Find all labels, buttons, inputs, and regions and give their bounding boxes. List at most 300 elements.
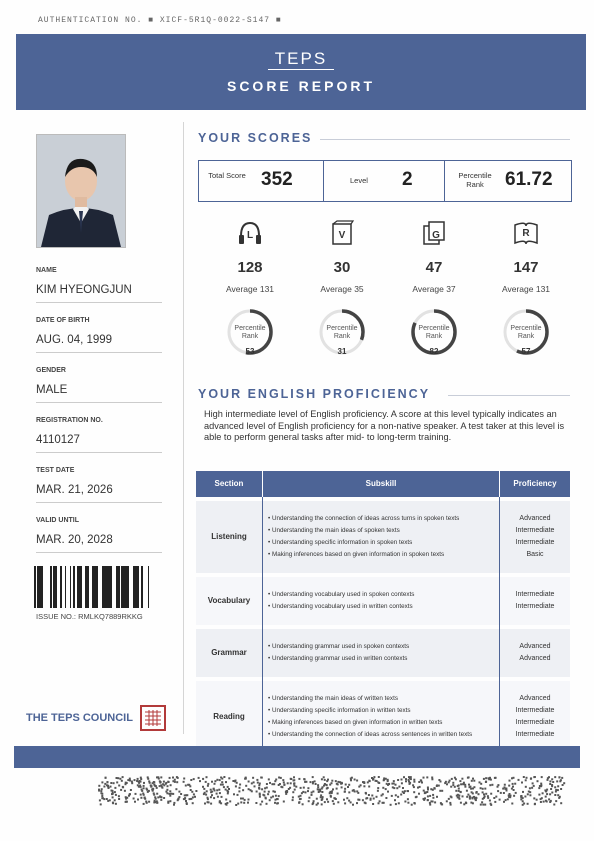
- security-pattern-dot: [538, 794, 540, 796]
- total-score-label: Total Score: [208, 171, 246, 180]
- issue-number: [36, 612, 143, 621]
- subskill-text: Understanding grammar used in written contexts: [271, 655, 408, 662]
- security-pattern-dot: [427, 789, 429, 791]
- security-pattern-dot: [158, 778, 160, 780]
- security-pattern-dot: [146, 789, 148, 791]
- security-pattern-dot: [521, 782, 523, 784]
- security-pattern-dot: [357, 799, 359, 801]
- security-pattern-dot: [214, 783, 216, 785]
- security-pattern-dot: [311, 792, 313, 794]
- security-pattern-dot: [454, 777, 456, 779]
- security-pattern-dot: [275, 799, 277, 801]
- subskill-text: Understanding the main ideas of written texts: [271, 695, 398, 702]
- date-of-birth: AUG. 04, 1999: [36, 334, 113, 346]
- security-pattern-dot: [530, 777, 532, 779]
- security-pattern-dot: [289, 787, 291, 789]
- proficiency-level: Advanced: [519, 515, 551, 522]
- barcode-bar: [42, 566, 43, 608]
- security-pattern-dot: [353, 789, 355, 791]
- security-pattern-dot: [282, 779, 284, 781]
- security-pattern-dot: [219, 792, 221, 794]
- security-pattern-dot: [302, 791, 304, 793]
- security-pattern-dot: [479, 781, 481, 783]
- security-pattern-dot: [523, 776, 525, 778]
- barcode-bar: [56, 566, 57, 608]
- security-pattern-dot: [403, 776, 405, 778]
- security-pattern-dot: [411, 804, 413, 806]
- teps-logo: TEPS: [268, 49, 334, 70]
- security-pattern-dot: [505, 799, 507, 801]
- level-cell: [324, 161, 444, 201]
- barcode-bar: [103, 566, 106, 608]
- security-pattern-dot: [278, 795, 280, 797]
- security-pattern-dot: [468, 776, 470, 778]
- security-pattern-dot: [127, 779, 129, 781]
- section-score: 47: [425, 259, 443, 276]
- report-title: SCORE REPORT: [226, 78, 375, 94]
- security-pattern-dot: [460, 783, 462, 785]
- security-pattern-dot: [401, 782, 403, 784]
- security-pattern-dot: [321, 778, 323, 780]
- security-pattern-dot: [112, 802, 114, 804]
- column-rule: [262, 497, 263, 753]
- security-pattern-dot: [356, 790, 358, 792]
- security-pattern-dot: [547, 779, 549, 781]
- security-pattern-dot: [563, 782, 565, 784]
- security-pattern-dot: [180, 793, 182, 795]
- section-score: 147: [513, 259, 539, 276]
- column-divider: [183, 122, 184, 734]
- security-pattern-dot: [232, 780, 234, 782]
- security-pattern-dot: [545, 796, 547, 798]
- security-pattern-dot: [261, 801, 263, 803]
- security-pattern-dot: [268, 791, 270, 793]
- security-pattern-dot: [432, 794, 434, 796]
- security-pattern-dot: [394, 799, 396, 801]
- security-pattern-dot: [370, 799, 372, 801]
- security-pattern-dot: [395, 794, 397, 796]
- security-pattern-dot: [312, 781, 314, 783]
- security-pattern-dot: [221, 781, 223, 783]
- security-pattern-dot: [235, 785, 237, 787]
- security-pattern-dot: [173, 804, 175, 806]
- header-section: Section: [196, 471, 262, 497]
- security-pattern-dot: [169, 800, 171, 802]
- security-pattern-dot: [536, 799, 538, 801]
- security-pattern-dot: [481, 801, 483, 803]
- security-pattern-dot: [143, 785, 145, 787]
- security-pattern-dot: [484, 796, 486, 798]
- barcode-bar: [133, 566, 136, 608]
- security-pattern-dot: [540, 801, 542, 803]
- barcode-bar: [116, 566, 119, 608]
- proficiency-level: Intermediate: [515, 603, 555, 610]
- subskill-text: Making inferences based on given information in written texts: [271, 719, 443, 726]
- security-pattern-dot: [348, 800, 350, 802]
- security-pattern-dot: [426, 776, 428, 778]
- barcode-bar: [86, 566, 89, 608]
- security-pattern-dot: [368, 786, 370, 788]
- security-pattern-dot: [214, 780, 216, 782]
- security-pattern-dot: [225, 789, 227, 791]
- security-pattern-dot: [169, 793, 171, 795]
- security-pattern-dot: [100, 790, 102, 792]
- security-pattern-dot: [485, 793, 487, 795]
- security-pattern-dot: [467, 794, 469, 796]
- security-pattern-dot: [368, 794, 370, 796]
- security-pattern-dot: [331, 792, 333, 794]
- bullet-icon: •: [268, 731, 272, 738]
- security-pattern-dot: [111, 790, 113, 792]
- security-pattern-dot: [308, 800, 310, 802]
- security-pattern-dot: [407, 798, 409, 800]
- security-pattern-dot: [160, 776, 162, 778]
- valid-until-date: MAR. 20, 2028: [36, 534, 113, 546]
- security-pattern-dot: [261, 788, 263, 790]
- dob-label: DATE OF BIRTH: [36, 317, 90, 324]
- security-pattern-dot: [378, 776, 380, 778]
- security-pattern-dot: [213, 797, 215, 799]
- security-pattern-dot: [156, 793, 158, 795]
- security-pattern-dot: [423, 790, 425, 792]
- security-pattern-dot: [277, 802, 279, 804]
- security-pattern-dot: [153, 781, 155, 783]
- security-pattern-dot: [308, 797, 310, 799]
- security-pattern-dot: [418, 793, 420, 795]
- security-pattern-dot: [98, 785, 100, 787]
- security-pattern-dot: [304, 781, 306, 783]
- security-pattern-dot: [396, 787, 398, 789]
- security-pattern-dot: [431, 778, 433, 780]
- security-pattern-dot: [275, 795, 277, 797]
- security-pattern-dot: [153, 801, 155, 803]
- level-label: Level: [350, 176, 368, 185]
- security-pattern-dot: [292, 791, 294, 793]
- security-pattern-dot: [371, 795, 373, 797]
- percentile-rank-value: 61.72: [505, 169, 553, 190]
- test-date: MAR. 21, 2026: [36, 484, 113, 496]
- table-row: [196, 577, 570, 625]
- section-name: Grammar: [211, 648, 247, 657]
- security-pattern-dot: [469, 786, 471, 788]
- security-pattern-dot: [459, 780, 461, 782]
- security-pattern-dot: [186, 802, 188, 804]
- security-pattern-dot: [114, 799, 116, 801]
- registration-label: REGISTRATION NO.: [36, 417, 103, 424]
- security-pattern-dot: [274, 791, 276, 793]
- security-pattern-dot: [493, 797, 495, 799]
- security-pattern-dot: [185, 794, 187, 796]
- security-pattern-dot: [451, 796, 453, 798]
- security-pattern-dot: [216, 789, 218, 791]
- security-pattern-dot: [438, 779, 440, 781]
- security-pattern-dot: [455, 790, 457, 792]
- bullet-icon: •: [268, 591, 272, 598]
- security-pattern-dot: [460, 791, 462, 793]
- security-pattern-dot: [105, 777, 107, 779]
- security-pattern-dot: [294, 789, 296, 791]
- security-pattern-dot: [533, 785, 535, 787]
- security-pattern-dot: [414, 803, 416, 805]
- security-pattern-dot: [271, 783, 273, 785]
- security-pattern-dot: [356, 780, 358, 782]
- security-pattern-dot: [260, 803, 262, 805]
- security-pattern-dot: [274, 780, 276, 782]
- security-pattern-dot: [500, 792, 502, 794]
- subskill-item: [268, 729, 500, 741]
- security-pattern-dot: [554, 794, 556, 796]
- security-pattern-dot: [259, 793, 261, 795]
- barcode-bar: [148, 566, 149, 608]
- security-pattern-dot: [504, 784, 506, 786]
- section-score: 128: [237, 259, 263, 276]
- security-pattern-dot: [365, 798, 367, 800]
- security-pattern-dot: [225, 781, 227, 783]
- security-pattern-dot: [185, 785, 187, 787]
- security-pattern-dot: [170, 784, 172, 786]
- security-pattern-dot: [402, 791, 404, 793]
- security-pattern-dot: [303, 787, 305, 789]
- security-pattern-dot: [417, 787, 419, 789]
- security-pattern-dot: [324, 779, 326, 781]
- security-pattern-dot: [112, 796, 114, 798]
- security-pattern-dot: [429, 795, 431, 797]
- security-pattern-dot: [472, 792, 474, 794]
- security-pattern-dot: [312, 802, 314, 804]
- security-pattern-dot: [395, 784, 397, 786]
- security-pattern-dot: [480, 804, 482, 806]
- section-letter: G: [432, 230, 440, 241]
- security-pattern-dot: [163, 797, 165, 799]
- percentile-cell: [445, 161, 571, 201]
- security-pattern-dot: [103, 786, 105, 788]
- book-icon: [329, 220, 355, 246]
- security-pattern-dot: [436, 796, 438, 798]
- security-pattern-dot: [518, 779, 520, 781]
- security-pattern-dot: [150, 786, 152, 788]
- security-pattern-dot: [393, 780, 395, 782]
- security-pattern-dot: [125, 801, 127, 803]
- security-pattern-dot: [549, 793, 551, 795]
- security-pattern-dot: [560, 802, 562, 804]
- security-pattern-dot: [482, 804, 484, 806]
- security-pattern-dot: [298, 796, 300, 798]
- auth-value: XICF-5R1Q-0022-S147: [159, 16, 271, 25]
- security-pattern-dot: [525, 779, 527, 781]
- barcode-bar: [50, 566, 52, 608]
- security-pattern-dot: [293, 776, 295, 778]
- security-pattern-dot: [327, 801, 329, 803]
- security-pattern-dot: [542, 792, 544, 794]
- table-row: [196, 501, 570, 573]
- security-pattern-dot: [220, 777, 222, 779]
- security-pattern-dot: [206, 790, 208, 792]
- security-pattern-dot: [529, 787, 531, 789]
- security-pattern-dot: [143, 787, 145, 789]
- security-pattern-dot: [469, 798, 471, 800]
- barcode-bar: [65, 566, 66, 608]
- header-banner: [16, 34, 586, 110]
- barcode-bar: [141, 566, 143, 608]
- security-pattern-dot: [256, 779, 258, 781]
- security-pattern-dot: [207, 785, 209, 787]
- security-pattern-dot: [336, 783, 338, 785]
- security-pattern-dot: [193, 778, 195, 780]
- proficiency-level: Basic: [526, 551, 544, 558]
- security-pattern-dot: [463, 783, 465, 785]
- bullet-icon: •: [268, 719, 272, 726]
- table-row: [196, 629, 570, 677]
- security-pattern-dot: [527, 803, 529, 805]
- security-pattern-dot: [543, 801, 545, 803]
- total-score-cell: [199, 161, 323, 201]
- security-pattern-dot: [462, 795, 464, 797]
- security-pattern-dot: [330, 795, 332, 797]
- bullet-icon: •: [268, 643, 272, 650]
- security-pattern-dot: [141, 790, 143, 792]
- security-pattern-dot: [293, 785, 295, 787]
- security-pattern-dot: [400, 794, 402, 796]
- issue-value: RMLKQ7889RKKG: [78, 612, 143, 621]
- candidate-photo: [36, 134, 126, 248]
- security-pattern-dot: [475, 797, 477, 799]
- proficiency-level: Intermediate: [515, 719, 555, 726]
- security-pattern-dot: [413, 786, 415, 788]
- security-pattern-dot: [210, 803, 212, 805]
- security-pattern-dot: [450, 804, 452, 806]
- barcode-bar: [96, 566, 98, 608]
- security-pattern-dot: [436, 784, 438, 786]
- subskill-text: Understanding vocabulary used in written contexts: [271, 603, 413, 610]
- security-pattern-dot: [117, 777, 119, 779]
- gender-label: GENDER: [36, 367, 66, 374]
- security-pattern-dot: [285, 791, 287, 793]
- security-pattern-dot: [293, 783, 295, 785]
- security-pattern-dot: [153, 784, 155, 786]
- security-pattern-dot: [211, 781, 213, 783]
- security-pattern-dot: [207, 801, 209, 803]
- security-pattern-dot: [322, 786, 324, 788]
- security-pattern-dot: [298, 778, 300, 780]
- proficiency-description: High intermediate level of English proficiency. A score at this level typically indicates an advanced level of English proficiency for a non-native speaker. A test taker at this level is able to perform general tasks after mid- to long-term training.: [204, 409, 565, 442]
- security-pattern-dot: [466, 790, 468, 792]
- security-pattern-dot: [346, 797, 348, 799]
- security-pattern-dot: [124, 790, 126, 792]
- barcode-bar: [92, 566, 94, 608]
- security-pattern-dot: [497, 790, 499, 792]
- name-label: NAME: [36, 267, 57, 274]
- security-pattern-dot: [432, 801, 434, 803]
- security-pattern-dot: [557, 785, 559, 787]
- security-pattern-dot: [273, 783, 275, 785]
- security-pattern-dot: [283, 801, 285, 803]
- security-pattern-dot: [134, 779, 136, 781]
- security-pattern-dot: [449, 780, 451, 782]
- security-pattern-dot: [152, 788, 154, 790]
- total-score-value: 352: [261, 169, 293, 190]
- subskill-item: [268, 717, 500, 729]
- security-pattern-dot: [352, 804, 354, 806]
- security-pattern-dot: [316, 798, 318, 800]
- security-pattern-dot: [116, 777, 118, 779]
- divider: [36, 552, 162, 553]
- security-pattern-dot: [298, 802, 300, 804]
- security-pattern-dot: [113, 782, 115, 784]
- security-pattern-dot: [170, 793, 172, 795]
- barcode-bar: [136, 566, 138, 608]
- bullet-icon: •: [268, 655, 272, 662]
- security-pattern-dot: [265, 797, 267, 799]
- security-pattern-dot: [448, 798, 450, 800]
- security-pattern-dot: [220, 784, 222, 786]
- security-pattern-dot: [351, 777, 353, 779]
- security-pattern-dot: [412, 784, 414, 786]
- security-pattern-dot: [207, 783, 209, 785]
- section-letter: L: [246, 230, 254, 241]
- candidate-name: KIM HYEONGJUN: [36, 284, 132, 296]
- security-pattern-dot: [439, 790, 441, 792]
- security-pattern-dot: [222, 784, 224, 786]
- divider: [36, 302, 162, 303]
- security-pattern-dot: [423, 777, 425, 779]
- security-pattern-dot: [395, 803, 397, 805]
- security-pattern-dot: [553, 804, 555, 806]
- security-pattern-dot: [237, 803, 239, 805]
- security-pattern-dot: [228, 788, 230, 790]
- security-pattern-dot: [382, 787, 384, 789]
- security-pattern-dot: [257, 782, 259, 784]
- security-pattern-dot: [240, 801, 242, 803]
- security-pattern-dot: [264, 791, 266, 793]
- security-pattern-dot: [376, 796, 378, 798]
- security-pattern-dot: [540, 798, 542, 800]
- security-pattern-dot: [261, 777, 263, 779]
- proficiency-level: Advanced: [519, 643, 551, 650]
- security-pattern-dot: [522, 804, 524, 806]
- security-pattern-dot: [239, 787, 241, 789]
- bullet-icon: •: [268, 539, 272, 546]
- security-pattern-dot: [390, 804, 392, 806]
- security-pattern-dot: [242, 798, 244, 800]
- security-pattern-dot: [242, 789, 244, 791]
- security-pattern-dot: [512, 783, 514, 785]
- security-pattern-dot: [305, 791, 307, 793]
- security-pattern-dot: [244, 799, 246, 801]
- security-pattern-dot: [218, 789, 220, 791]
- security-pattern-dot: [521, 796, 523, 798]
- section-name: Listening: [211, 532, 247, 541]
- barcode-bar: [53, 566, 56, 608]
- security-pattern-dot: [358, 786, 360, 788]
- barcode-bar: [73, 566, 74, 608]
- subskill-item: [268, 641, 500, 653]
- security-pattern-dot: [190, 789, 192, 791]
- security-pattern-dot: [137, 784, 139, 786]
- security-pattern-dot: [511, 803, 513, 805]
- security-pattern-dot: [458, 795, 460, 797]
- security-pattern-dot: [311, 794, 313, 796]
- security-pattern-dot: [382, 802, 384, 804]
- security-pattern-dot: [318, 789, 320, 791]
- security-pattern-dot: [368, 780, 370, 782]
- security-pattern-dot: [427, 795, 429, 797]
- open-book-icon: [513, 220, 539, 246]
- security-pattern-dot: [393, 783, 395, 785]
- security-pattern-dot: [118, 798, 120, 800]
- barcode-bar: [128, 566, 129, 608]
- security-pattern-dot: [206, 776, 208, 778]
- security-pattern-dot: [183, 781, 185, 783]
